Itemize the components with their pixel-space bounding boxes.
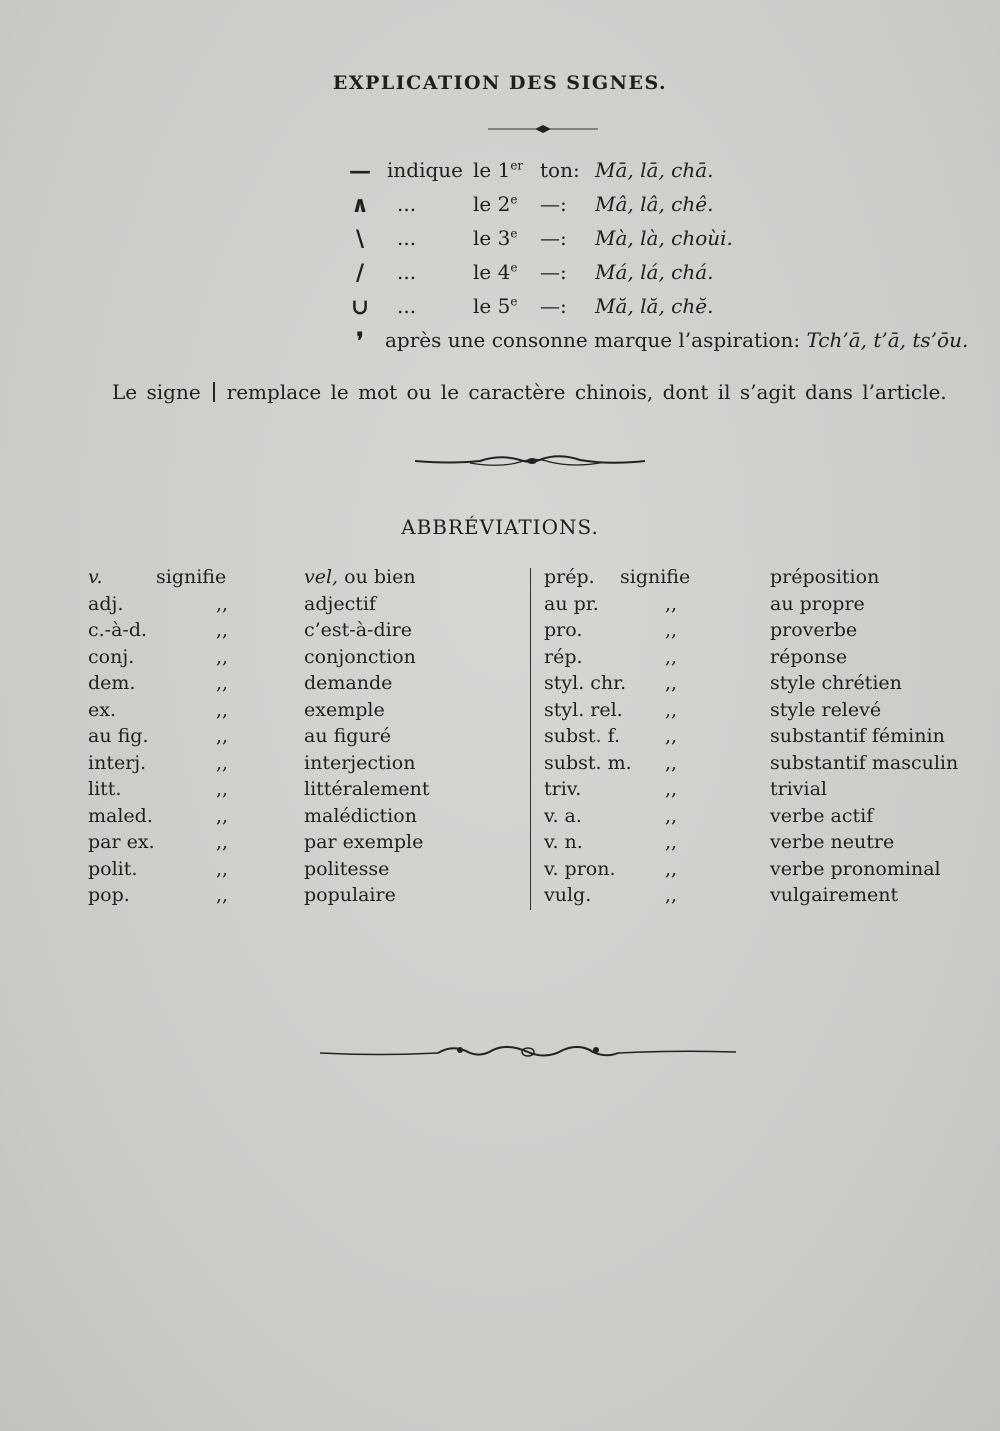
meaning-text: verbe neutre xyxy=(770,831,895,853)
abbreviation: styl. rel. xyxy=(544,698,623,721)
abbreviation: pro. xyxy=(544,619,583,641)
meaning-text: substantif masculin xyxy=(770,751,959,774)
abbreviation: styl. chr. xyxy=(544,672,627,694)
meaning-text: trivial xyxy=(770,778,828,800)
meaning-text: préposition xyxy=(770,566,880,588)
sign-ton: ton: xyxy=(540,158,580,182)
aspiration-mark-icon: ❜ xyxy=(356,328,364,354)
tone-mark-icon: ∧ xyxy=(351,192,369,218)
sign-examples: Mâ, lâ, chê. xyxy=(595,192,714,216)
meaning xyxy=(770,646,847,668)
tone-number: 3 xyxy=(497,226,511,250)
le-text: le xyxy=(473,260,492,284)
meaning-text: substantif féminin xyxy=(770,725,945,747)
signifie: ,, xyxy=(216,645,229,668)
sign-dots: ... xyxy=(397,294,417,318)
signifie: ,, xyxy=(665,592,678,615)
abbreviation: triv. xyxy=(544,778,582,800)
meaning-text: verbe actif xyxy=(770,804,874,827)
abbreviation: conj. xyxy=(88,645,135,668)
abbreviation: au fig. xyxy=(88,725,149,747)
sign-ton: —: xyxy=(540,192,567,216)
tone-sup: e xyxy=(510,260,518,275)
meaning-text: style relevé xyxy=(770,698,882,721)
tone-mark-icon: / xyxy=(355,260,365,286)
bottom-ornament xyxy=(318,1040,738,1064)
meaning-text: populaire xyxy=(304,884,396,906)
sign-examples: Mā, lā, chā. xyxy=(595,158,714,182)
meaning xyxy=(304,725,391,747)
meaning-text: interjection xyxy=(304,751,416,774)
sign-examples: Mă, lă, chĕ. xyxy=(595,294,714,318)
meaning-text: demande xyxy=(304,672,393,694)
abbreviation: litt. xyxy=(88,778,122,800)
note-before: Le signe xyxy=(112,380,201,404)
meaning-text: réponse xyxy=(770,645,848,668)
meaning-text: exemple xyxy=(304,698,385,721)
meaning-text: verbe pronominal xyxy=(770,857,941,880)
signifie: ,, xyxy=(216,672,229,694)
tone-number: 1 xyxy=(497,158,511,182)
meaning-text: conjonction xyxy=(304,645,416,668)
signifie: ,, xyxy=(665,619,678,641)
meaning-text: malédiction xyxy=(304,804,417,827)
signifie: ,, xyxy=(216,725,229,747)
signifie: ,, xyxy=(216,619,229,641)
meaning-text: proverbe xyxy=(770,619,858,641)
sign-le xyxy=(473,192,517,216)
aspiration-text xyxy=(385,328,968,352)
signifie: ,, xyxy=(665,884,678,906)
sign-le xyxy=(473,158,523,182)
signifie: ,, xyxy=(216,698,229,721)
abbreviation: vulg. xyxy=(544,884,592,906)
abbreviation: pop. xyxy=(88,884,130,906)
abbreviation: subst. m. xyxy=(544,751,632,774)
sign-dots: ... xyxy=(397,260,417,284)
signifie: signifie xyxy=(156,566,227,588)
vertical-bar-icon xyxy=(213,382,215,402)
meaning xyxy=(770,593,865,615)
signifie: ,, xyxy=(665,645,678,668)
meaning xyxy=(304,778,430,800)
meaning xyxy=(304,858,389,880)
tone-number: 5 xyxy=(497,294,511,318)
abbreviation: au pr. xyxy=(544,592,599,615)
meaning xyxy=(304,593,376,615)
meaning xyxy=(304,699,385,721)
tone-sup: e xyxy=(510,226,518,241)
abbreviation: ex. xyxy=(88,698,116,721)
abbreviation: v. n. xyxy=(544,831,583,853)
meaning xyxy=(304,884,396,906)
abbreviation: v. a. xyxy=(544,804,582,827)
meaning xyxy=(770,805,873,827)
meaning xyxy=(304,566,416,588)
sign-examples: Mà, là, choùi. xyxy=(595,226,733,250)
meaning xyxy=(770,831,894,853)
signifie: ,, xyxy=(665,804,678,827)
signifie: signifie xyxy=(620,566,691,588)
signifie: ,, xyxy=(216,751,229,774)
signifie: ,, xyxy=(665,778,678,800)
abbreviation: prép. xyxy=(544,566,595,588)
aspiration-desc: après une consonne marque l’aspiration: xyxy=(385,328,801,352)
abbreviation: maled. xyxy=(88,804,153,827)
abbreviation: adj. xyxy=(88,592,124,615)
meaning xyxy=(770,884,898,906)
meaning xyxy=(770,725,945,747)
signifie: ,, xyxy=(665,698,678,721)
meaning xyxy=(304,752,415,774)
sign-ton: —: xyxy=(540,226,567,250)
abbreviations-title: ABBRÉVIATIONS. xyxy=(401,515,599,539)
abbreviation: dem. xyxy=(88,672,136,694)
signifie: ,, xyxy=(216,831,229,853)
sign-le xyxy=(473,260,517,284)
tone-mark-icon: — xyxy=(349,158,371,184)
meaning-text: par exemple xyxy=(304,831,424,853)
tone-mark-icon: \ xyxy=(355,226,365,252)
abbreviation: par ex. xyxy=(88,831,155,853)
sign-dots: ... xyxy=(397,192,417,216)
signifie: ,, xyxy=(216,592,229,615)
meaning xyxy=(770,566,879,588)
le-text: le xyxy=(473,226,492,250)
abbreviation: rép. xyxy=(544,645,583,668)
meaning-text: style chrétien xyxy=(770,672,902,694)
small-ornament xyxy=(488,124,598,134)
meaning-text: au propre xyxy=(770,592,865,615)
signifie: ,, xyxy=(665,857,678,880)
meaning xyxy=(770,699,881,721)
meaning xyxy=(770,752,958,774)
sign-examples: Má, lá, chá. xyxy=(595,260,714,284)
signifie: ,, xyxy=(665,672,678,694)
column-divider xyxy=(530,568,531,910)
meaning xyxy=(770,672,902,694)
meaning-text: littéralement xyxy=(304,778,430,800)
meaning xyxy=(304,805,417,827)
sign-le xyxy=(473,226,517,250)
signifie: ,, xyxy=(216,778,229,800)
meaning-text: politesse xyxy=(304,857,390,880)
sign-dots: ... xyxy=(397,226,417,250)
meaning-italic: vel, xyxy=(304,566,339,588)
tone-sup: e xyxy=(510,294,518,309)
abbreviation: v. xyxy=(88,566,103,588)
signifie: ,, xyxy=(665,725,678,747)
meaning xyxy=(770,858,941,880)
sign-ton: —: xyxy=(540,260,567,284)
abbreviation: c.-à-d. xyxy=(88,619,148,641)
le-text: le xyxy=(473,294,492,318)
meaning xyxy=(304,672,392,694)
aspiration-examples: Tch’ā, t’ā, ts’ōu. xyxy=(806,328,969,352)
meaning-text: c’est-à-dire xyxy=(304,619,413,641)
meaning xyxy=(304,831,423,853)
note-after: remplace le mot ou le caractère chinois, dont il s’agit dans l’article. xyxy=(226,380,947,404)
meaning xyxy=(770,778,827,800)
abbreviation: v. pron. xyxy=(544,857,616,880)
sign-note xyxy=(112,380,992,404)
tone-sup: e xyxy=(510,192,518,207)
abbreviation: polit. xyxy=(88,857,138,880)
abbreviation: interj. xyxy=(88,751,147,774)
page-title: EXPLICATION DES SIGNES. xyxy=(332,72,668,94)
sign-ton: —: xyxy=(540,294,567,318)
meaning-text: vulgairement xyxy=(770,884,899,906)
meaning xyxy=(304,619,412,641)
signifie: ,, xyxy=(216,857,229,880)
sign-le xyxy=(473,294,517,318)
tone-mark-icon: ∪ xyxy=(350,294,370,320)
middle-ornament xyxy=(410,450,655,472)
meaning xyxy=(770,619,857,641)
meaning xyxy=(304,646,416,668)
meaning-text: adjectif xyxy=(304,592,377,615)
signifie: ,, xyxy=(665,751,678,774)
abbreviation: subst. f. xyxy=(544,725,621,747)
tone-number: 4 xyxy=(497,260,511,284)
tone-number: 2 xyxy=(497,192,511,216)
meaning-text: ou bien xyxy=(344,566,416,588)
signifie: ,, xyxy=(216,884,229,906)
signifie: ,, xyxy=(665,831,678,853)
le-text: le xyxy=(473,192,492,216)
meaning-text: au figuré xyxy=(304,725,392,747)
sign-desc: indique xyxy=(387,158,463,182)
signifie: ,, xyxy=(216,804,229,827)
tone-sup: er xyxy=(510,158,524,173)
le-text: le xyxy=(473,158,492,182)
